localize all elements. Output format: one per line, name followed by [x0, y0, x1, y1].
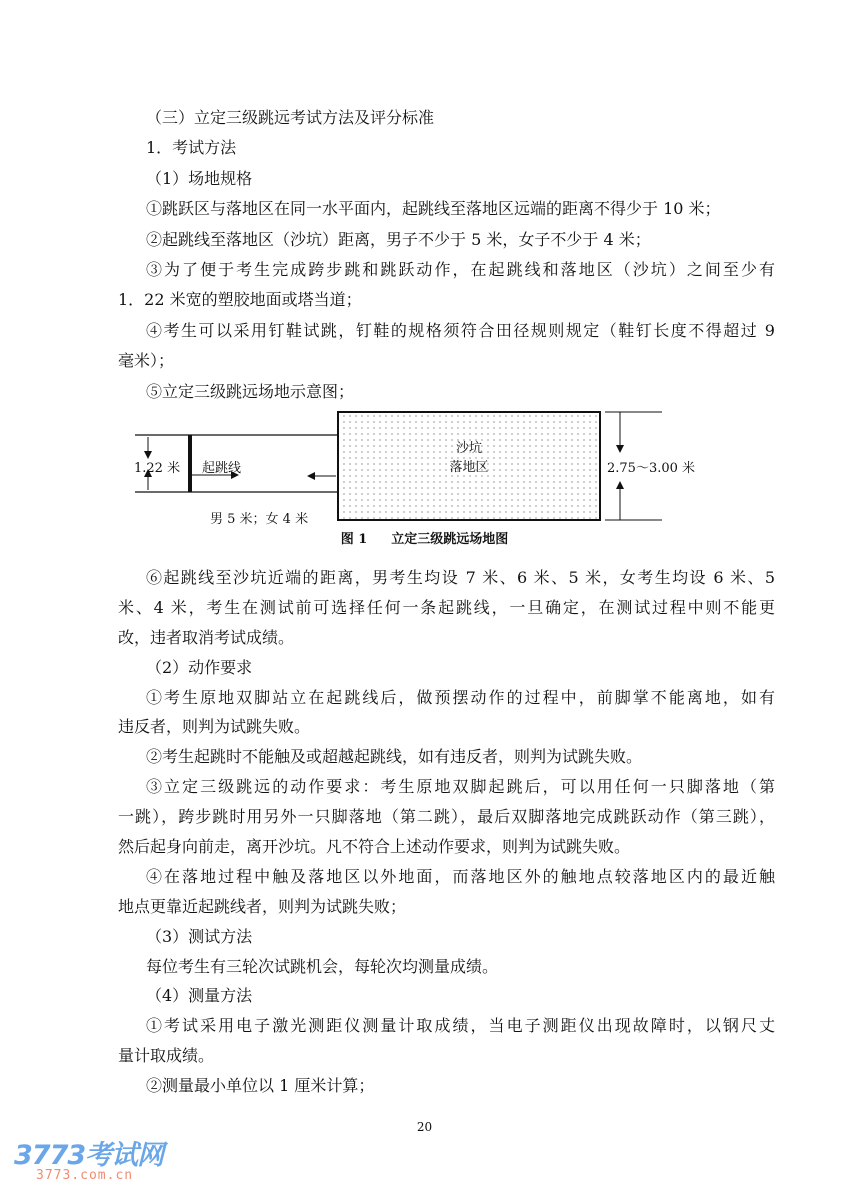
watermark-brand: 3773考试网	[14, 1140, 164, 1171]
text-line: ⑥起跳线至沙坑近端的距离，男考生均设 7 米、6 米、5 米，女考生均设 6 米、5	[146, 568, 775, 587]
pit-width-label: 2.75～3.00 米	[607, 461, 696, 476]
text-line: 毫米）；	[118, 351, 175, 371]
text-line: ⑤立定三级跳远场地示意图；	[146, 381, 355, 401]
text-line: （2）动作要求	[146, 657, 253, 677]
text-line: （三）立定三级跳远考试方法及评分标准	[146, 108, 435, 127]
text-line: ③为了便于考生完成跨步跳和跳跃动作，在起跳线和落地区（沙坑）之间至少有	[146, 259, 775, 279]
text-line: 违反者，则判为试跳失败。	[118, 717, 311, 737]
text-line: ②测量最小单位以 1 厘米计算；	[146, 1076, 375, 1096]
figure-caption	[0, 528, 849, 547]
text-line: ②起跳线至落地区（沙坑）距离，男子不少于 5 米，女子不少于 4 米；	[146, 229, 651, 249]
watermark-url: 3773.com.cn	[36, 1168, 134, 1183]
long-jump-field-diagram	[0, 400, 849, 530]
lane-width-label: 1.22 米	[134, 461, 181, 476]
text-line: 然后起身向前走，离开沙坑。凡不符合上述动作要求，则判为试跳失败。	[118, 837, 631, 857]
text-line: ④在落地过程中触及落地区以外地面，而落地区外的触地点较落地区内的最近触	[146, 866, 775, 886]
figure-title: 立定三级跳远场地图	[391, 532, 509, 547]
text-block-lower	[118, 563, 775, 1101]
text-line: 地点更靠近起跳线者，则判为试跳失败；	[118, 896, 407, 916]
text-line: ①考生原地双脚站立在起跳线后，做预摆动作的过程中，前脚掌不能离地，如有	[146, 687, 775, 707]
pit-label-1: 沙坑	[455, 441, 483, 456]
page-number: 20	[416, 1120, 433, 1134]
distance-label: 男 5 米；女 4 米	[210, 512, 309, 527]
figure-number: 图 1	[340, 532, 368, 547]
text-block-upper	[118, 103, 775, 407]
pit-label-2: 落地区	[449, 460, 489, 475]
text-line: （3）测试方法	[146, 926, 253, 946]
text-line: 改，违者取消考试成绩。	[118, 627, 295, 647]
text-line: 米、4 米，考生在测试前可选择任何一条起跳线，一旦确定，在测试过程中则不能更	[118, 597, 775, 617]
text-line: ②考生起跳时不能触及或超越起跳线，如有违反者，则判为试跳失败。	[146, 747, 643, 767]
text-line: 量计取成绩。	[118, 1046, 215, 1066]
text-line: 1．考试方法	[146, 138, 237, 158]
text-line: ①跳跃区与落地区在同一水平面内，起跳线至落地区远端的距离不得少于 10 米；	[146, 199, 721, 219]
text-line: ④考生可以采用钉鞋试跳，钉鞋的规格须符合田径规则规定（鞋钉长度不得超过 9	[146, 320, 775, 340]
text-line: ①考试采用电子激光测距仪测量计取成绩，当电子测距仪出现故障时，以钢尺丈	[146, 1016, 775, 1036]
text-line: 每位考生有三轮次试跳机会，每轮次均测量成绩。	[146, 956, 499, 976]
text-line: ③立定三级跳远的动作要求：考生原地双脚起跳后，可以用任何一只脚落地（第	[146, 777, 775, 797]
watermark-logo	[14, 1133, 163, 1183]
text-line: （1）场地规格	[146, 168, 253, 188]
text-line: （4）测量方法	[146, 986, 253, 1006]
takeoff-line-label: 起跳线	[202, 461, 242, 476]
text-line: 一跳），跨步跳时用另外一只脚落地（第二跳），最后双脚落地完成跳跃动作（第三跳），	[118, 807, 775, 827]
text-line: 1．22 米宽的塑胶地面或塔当道；	[118, 290, 362, 310]
